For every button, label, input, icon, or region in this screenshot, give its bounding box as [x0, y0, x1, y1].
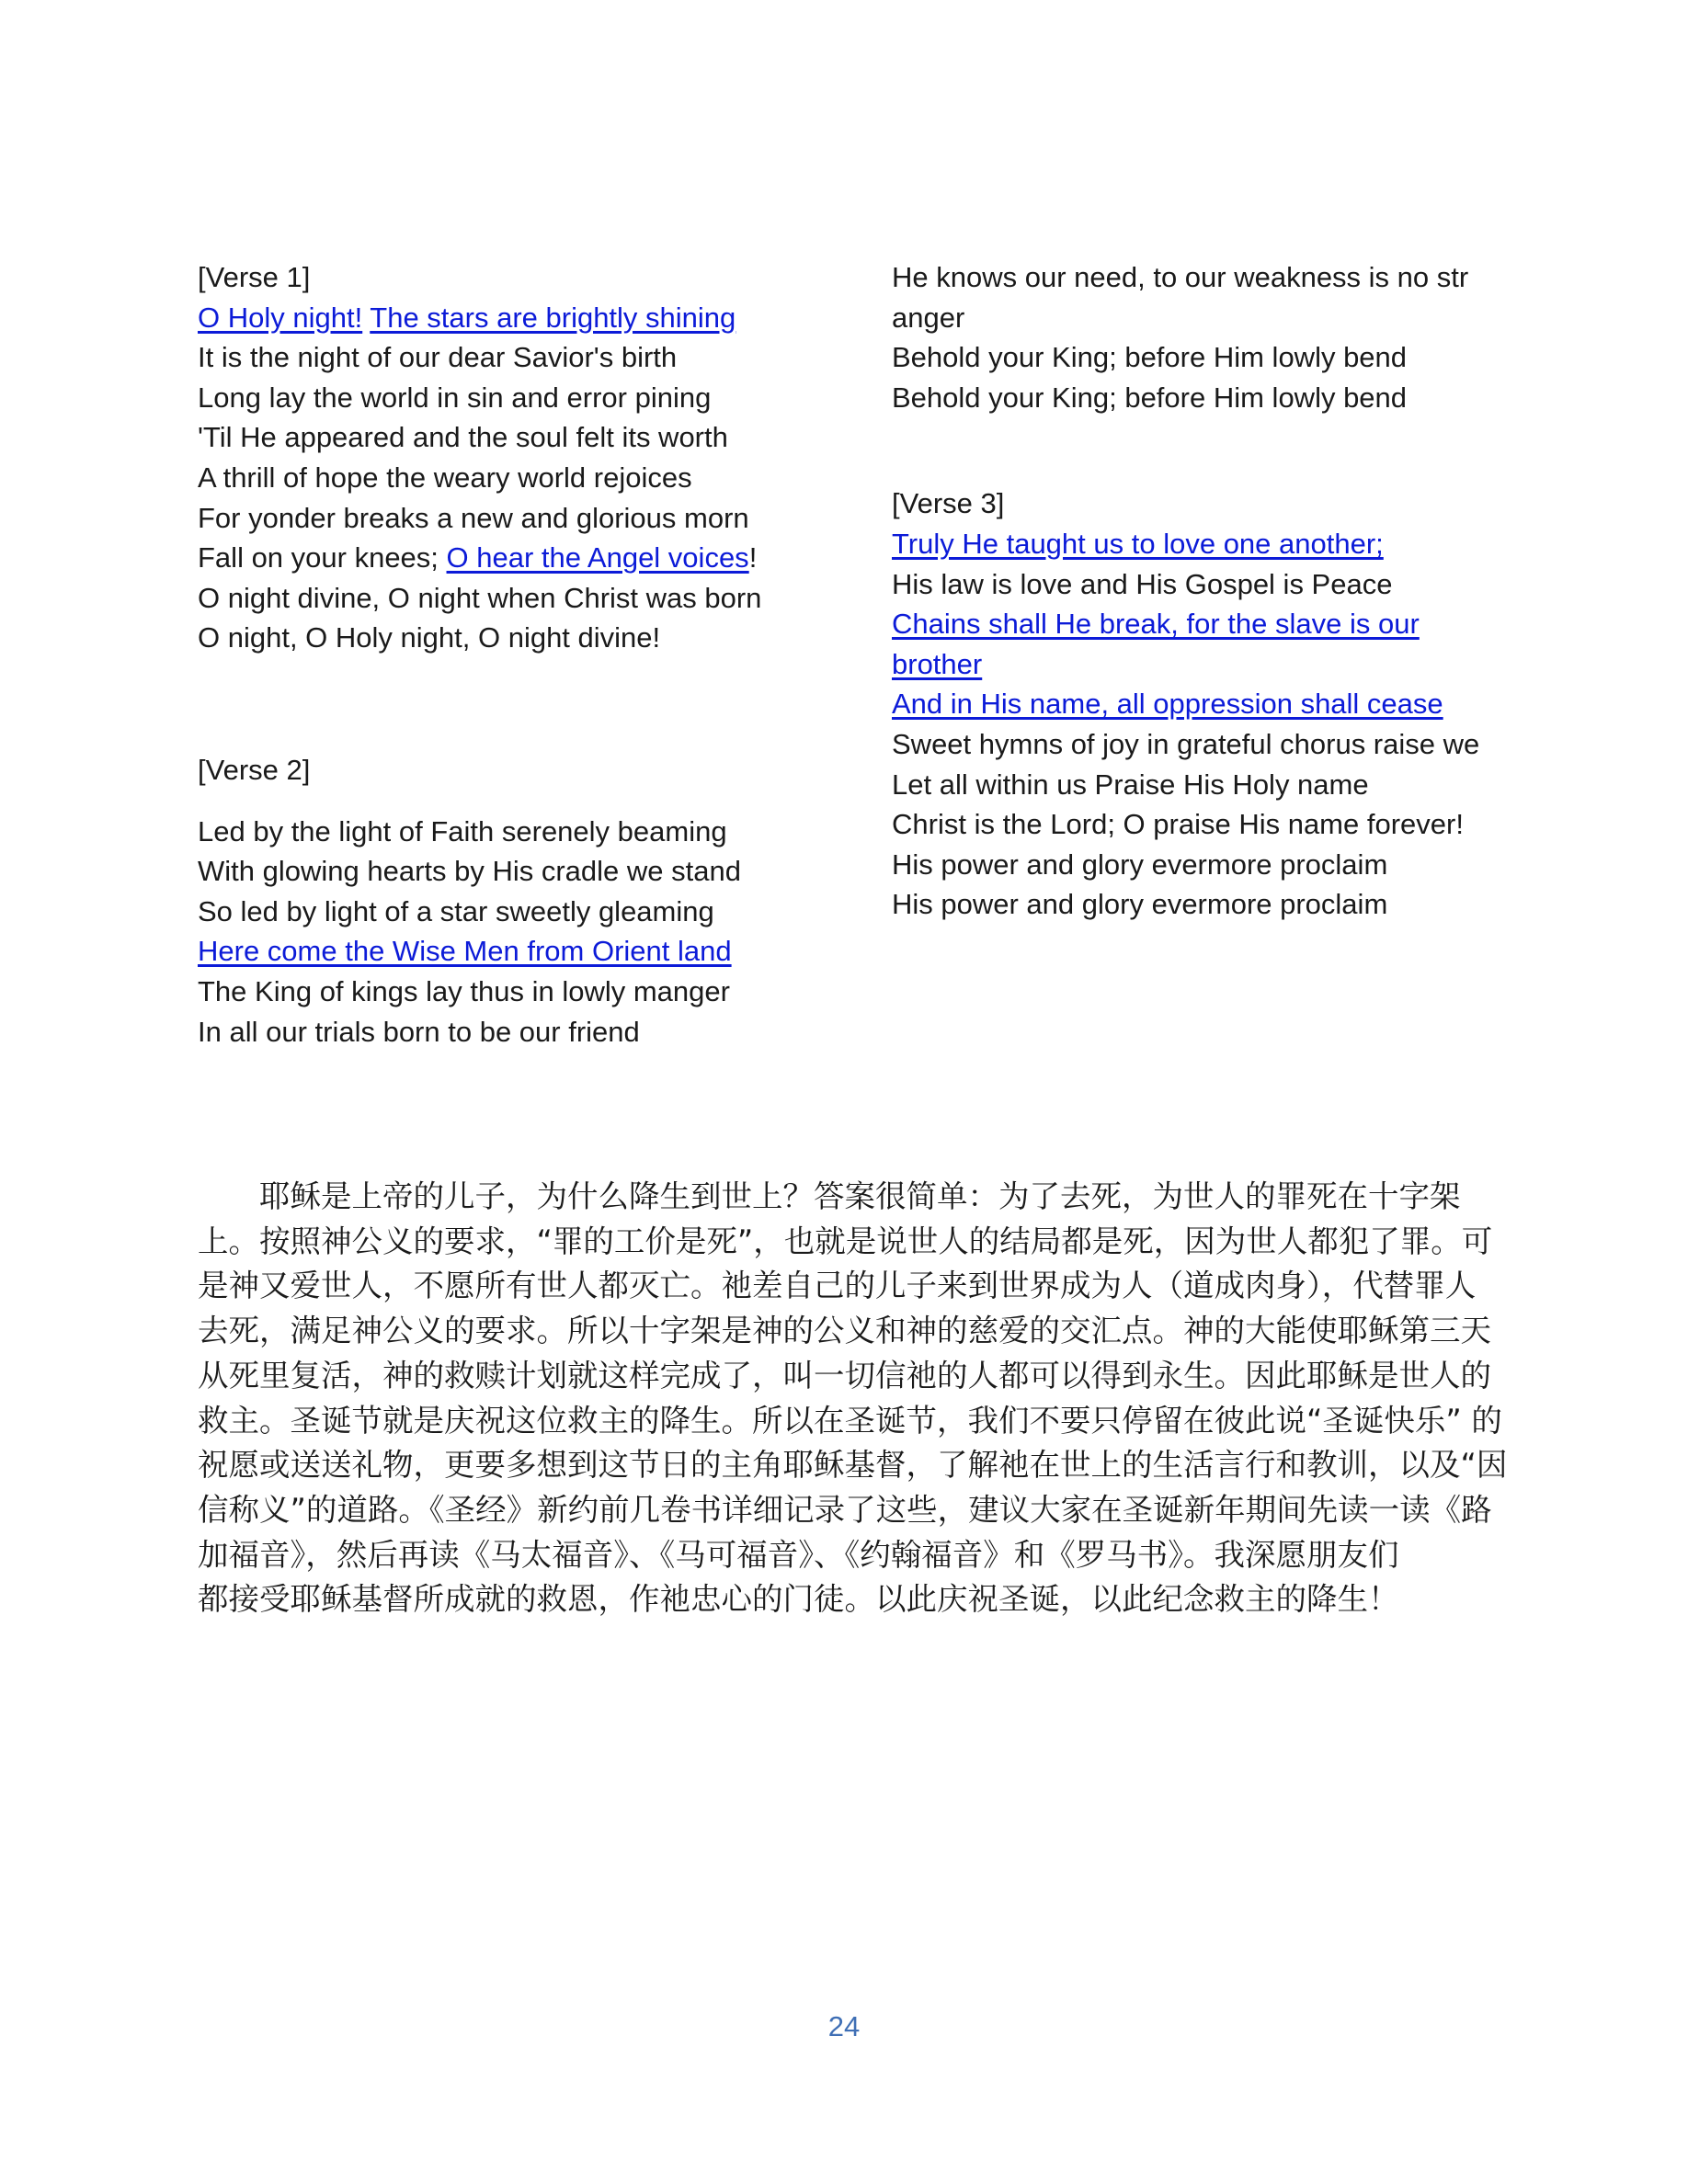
love-one-another-link[interactable]: Truly He taught us to love one another;	[892, 527, 1384, 560]
chinese-paragraph	[198, 1175, 1508, 1622]
paragraph-line: 耶稣是上帝的儿子，为什么降生到世上？答案很简单：为了去死，为世人的罪死在十字架	[259, 1178, 1461, 1214]
knees-prefix: Fall on your knees;	[198, 541, 447, 574]
paragraph-line: 都接受耶稣基督所成就的救恩，作祂忠心的门徒。以此庆祝圣诞，以此纪念救主的降生！	[198, 1581, 1399, 1618]
stars-shining-link[interactable]: The stars are brightly shining	[370, 301, 736, 334]
lyric-line: Long lay the world in sin and error pining	[198, 381, 712, 414]
left-column	[198, 257, 804, 1052]
verse3-heading: [Verse 3]	[892, 487, 1005, 520]
verse2-link-line	[198, 931, 804, 972]
lyric-line: In all our trials born to be our friend	[198, 1015, 640, 1048]
spacer	[198, 658, 804, 750]
lyric-line: Behold your King; before Him lowly bend	[892, 381, 1408, 414]
lyric-line: For yonder breaks a new and glorious morn	[198, 501, 749, 534]
lyric-line: anger	[892, 301, 965, 334]
lyric-line: With glowing hearts by His cradle we stand	[198, 855, 741, 888]
verse3-link2a-line	[892, 604, 1499, 644]
spacer	[198, 791, 804, 812]
paragraph-line: 加福音》，然后再读《马太福音》、《马可福音》、《约翰福音》和《罗马书》。我深愿朋友们	[198, 1536, 1399, 1573]
lyric-line: Christ is the Lord; O praise His name forever!	[892, 808, 1464, 841]
lyric-line: So led by light of a star sweetly gleaming	[198, 894, 714, 927]
verse2-heading: [Verse 2]	[198, 753, 311, 786]
holy-night-link[interactable]: O Holy night!	[198, 301, 363, 334]
lyric-line: His power and glory evermore proclaim	[892, 888, 1388, 921]
verse3-link3-line	[892, 684, 1499, 724]
page-number: 24	[827, 2010, 861, 2042]
verse3-link2b-line	[892, 644, 1499, 685]
lyric-line: Behold your King; before Him lowly bend	[892, 341, 1408, 374]
paragraph-line: 去死，满足神公义的要求。所以十字架是神的公义和神的慈爱的交汇点。神的大能使耶稣第三天	[198, 1313, 1491, 1349]
wise-men-link[interactable]: Here come the Wise Men from Orient land	[198, 935, 732, 968]
paragraph-line: 从死里复活，神的救赎计划就这样完成了，叫一切信祂的人都可以得到永生。因此耶稣是世人的	[198, 1357, 1491, 1393]
paragraph-line: 是神又爱世人，不愿所有世人都灭亡。祂差自己的儿子来到世界成为人（道成肉身），代替罪人	[198, 1268, 1477, 1304]
lyric-line: Led by the light of Faith serenely beaming	[198, 814, 727, 847]
right-column	[892, 257, 1499, 925]
lyric-line: 'Til He appeared and the soul felt its worth	[198, 421, 728, 454]
lyric-line: His power and glory evermore proclaim	[892, 847, 1388, 881]
lyric-line: Let all within us Praise His Holy name	[892, 768, 1369, 801]
spacer	[892, 417, 1499, 483]
paragraph-line: 上。按照神公义的要求，“罪的工价是死”，也就是说世人的结局都是死，因为世人都犯了罪。可	[198, 1223, 1493, 1259]
lyric-line: O night, O Holy night, O night divine!	[198, 621, 661, 654]
verse3-link1-line	[892, 524, 1499, 564]
paragraph-line: 祝愿或送送礼物，更要多想到这节日的主角耶稣基督，了解祂在世上的生活言行和教训，以及“因	[198, 1447, 1508, 1484]
lyric-line: It is the night of our dear Savior's birth	[198, 341, 678, 374]
verse1-knees-line	[198, 538, 804, 578]
lyric-line: He knows our need, to our weakness is no str	[892, 261, 1469, 293]
lyric-line: O night divine, O night when Christ was born	[198, 581, 762, 614]
brother-link[interactable]: brother	[892, 647, 983, 680]
knees-suffix: !	[748, 541, 758, 574]
lyric-line: The King of kings lay thus in lowly manger	[198, 974, 730, 1007]
paragraph-line: 救主。圣诞节就是庆祝这位救主的降生。所以在圣诞节，我们不要只停留在彼此说“圣诞快乐” 的	[198, 1402, 1502, 1439]
lyric-line: Sweet hymns of joy in grateful chorus raise we	[892, 727, 1480, 760]
lyric-line: His law is love and His Gospel is Peace	[892, 567, 1393, 600]
angel-voices-link[interactable]: O hear the Angel voices	[446, 541, 749, 574]
verse1-heading: [Verse 1]	[198, 261, 311, 293]
verse1-line1	[198, 298, 804, 338]
lyric-line: A thrill of hope the weary world rejoices	[198, 461, 692, 494]
oppression-cease-link[interactable]: And in His name, all oppression shall cease	[892, 688, 1443, 721]
paragraph-line: 信称义”的道路。《圣经》新约前几卷书详细记录了这些，建议大家在圣诞新年期间先读一读《路	[198, 1491, 1492, 1528]
chains-break-link[interactable]: Chains shall He break, for the slave is our	[892, 608, 1420, 641]
